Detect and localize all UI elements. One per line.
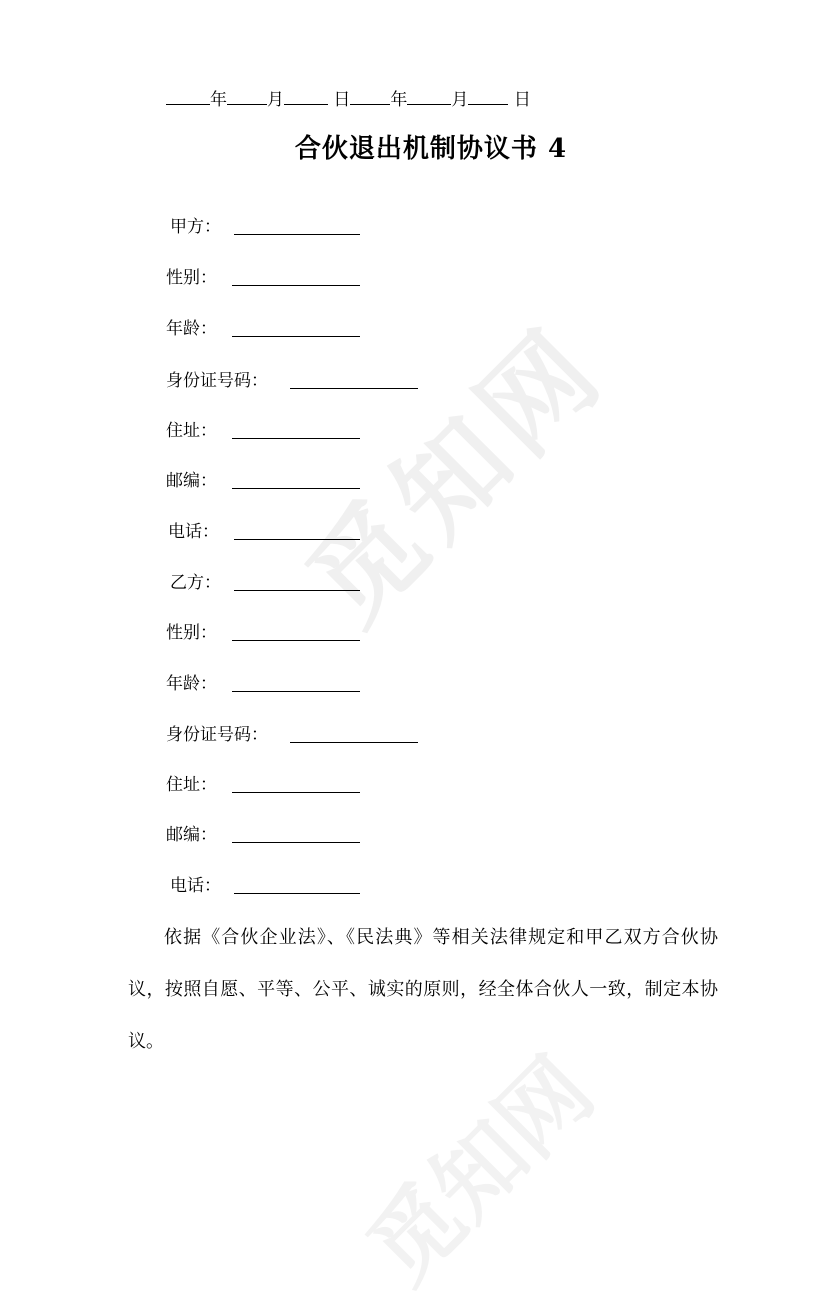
party-b-label: 乙方： [170, 573, 221, 593]
party-a-address-field [166, 418, 217, 444]
party-a-postcode-field [166, 468, 217, 494]
date-line [166, 86, 531, 112]
party-b-postcode-blank[interactable] [232, 842, 360, 843]
party-a-address-blank[interactable] [232, 438, 360, 439]
year-blank[interactable] [166, 86, 210, 105]
year-blank-2[interactable] [350, 86, 390, 105]
party-b-id-blank[interactable] [290, 742, 418, 743]
day-blank[interactable] [284, 86, 328, 105]
party-b-postcode-label: 邮编： [166, 825, 217, 845]
party-a-address-label: 住址： [166, 421, 217, 441]
party-a-age-label: 年龄： [166, 319, 217, 339]
party-b-gender-field [166, 620, 217, 646]
day-label-2: 日 [513, 90, 531, 110]
party-a-gender-label: 性别： [166, 268, 217, 288]
party-b-age-field [166, 671, 217, 697]
party-b-phone-blank[interactable] [234, 893, 360, 894]
month-label-2: 月 [451, 90, 469, 110]
day-blank-2[interactable] [468, 86, 508, 105]
party-a-gender-field [166, 265, 217, 291]
party-b-id-label: 身份证号码： [166, 725, 268, 745]
watermark-bottom: 觅知网 [348, 1038, 614, 1304]
watermark: 觅知网 [283, 302, 629, 648]
year-label: 年 [210, 90, 227, 110]
day-label: 日 [333, 90, 351, 110]
document-title: 合伙退出机制协议书 4 [294, 134, 568, 164]
party-b-address-blank[interactable] [232, 792, 360, 793]
party-b-blank[interactable] [234, 590, 360, 591]
party-a-age-field [166, 316, 217, 342]
party-a-id-blank[interactable] [290, 388, 418, 389]
party-b-phone-label: 电话： [170, 876, 221, 896]
party-a-id-label: 身份证号码： [166, 371, 268, 391]
party-a-gender-blank[interactable] [232, 285, 360, 286]
party-b-age-label: 年龄： [166, 674, 217, 694]
party-a-label: 甲方： [170, 217, 221, 237]
party-a-age-blank[interactable] [232, 336, 360, 337]
party-b-postcode-field [166, 822, 217, 848]
year-label-2: 年 [390, 90, 408, 110]
party-b-address-label: 住址： [166, 775, 217, 795]
party-a-phone-field [166, 519, 219, 545]
party-a-field [166, 214, 221, 240]
party-a-id-field [166, 368, 268, 394]
party-b-age-blank[interactable] [232, 691, 360, 692]
party-b-address-field [166, 772, 217, 798]
party-b-gender-label: 性别： [166, 623, 217, 643]
month-blank-2[interactable] [407, 86, 451, 105]
party-a-postcode-blank[interactable] [232, 488, 360, 489]
party-a-blank[interactable] [234, 234, 360, 235]
party-a-phone-blank[interactable] [234, 539, 360, 540]
month-blank[interactable] [227, 86, 267, 105]
party-b-gender-blank[interactable] [232, 640, 360, 641]
party-a-postcode-label: 邮编： [166, 471, 217, 491]
party-b-field [166, 570, 221, 596]
month-label: 月 [267, 90, 284, 110]
intro-paragraph: 依据《合伙企业法》、《民法典》等相关法律规定和甲乙双方合伙协议，按照自愿、平等、公平、诚实的原则，经全体合伙人一致，制定本协议。 [128, 927, 718, 1052]
party-b-id-field [166, 722, 268, 748]
party-a-phone-label: 电话： [168, 522, 219, 542]
party-b-phone-field [166, 873, 221, 899]
